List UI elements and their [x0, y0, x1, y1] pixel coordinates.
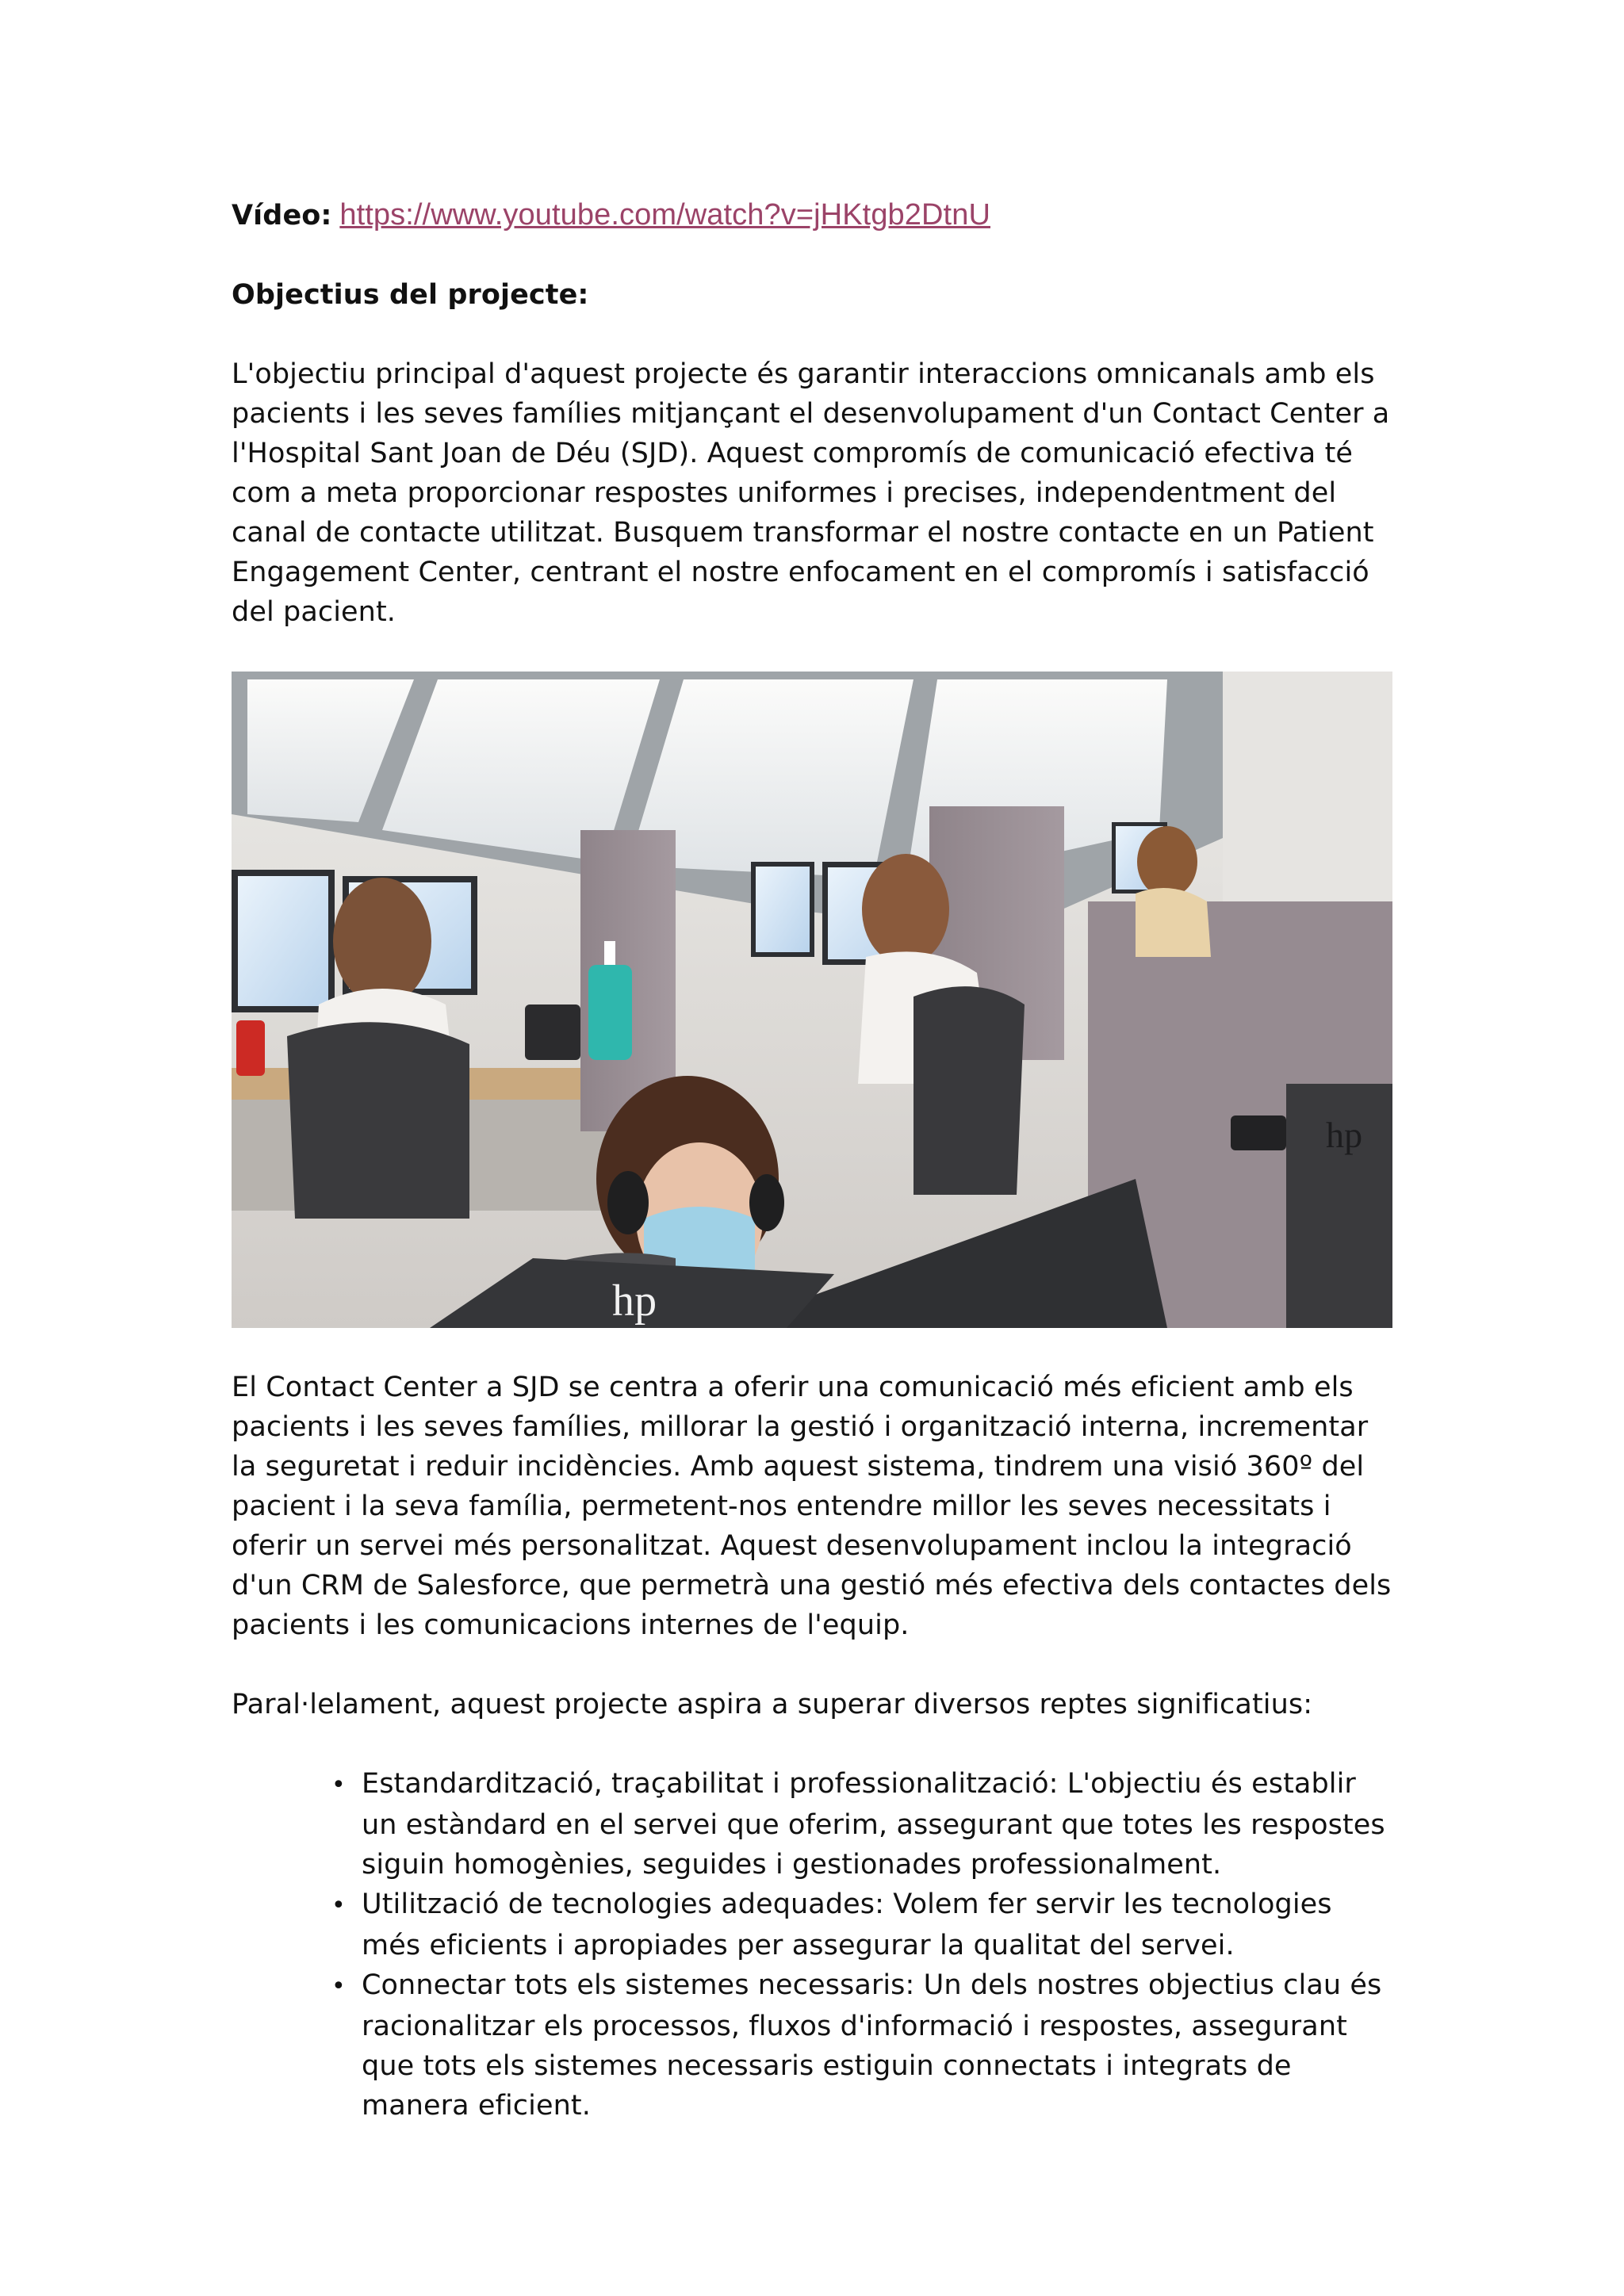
video-line	[232, 195, 1392, 235]
contact-center-photo-illustration	[232, 672, 1392, 1328]
challenges-intro: Paral·lelament, aquest projecte aspira a superar diversos reptes significatius:	[232, 1689, 1313, 1720]
list-item-text: Estandardització, traçabilitat i professionalització: L'objectiu és establir un estàndard en el servei que oferim, assegurant que totes les respostes siguin homogènies, seguides i gestionades professionalment.	[362, 1768, 1385, 1881]
details-paragraph: El Contact Center a SJD se centra a oferir una comunicació més eficient amb els pacients i les seves famílies, millorar la gestió i organització interna, incrementar la seguretat i reduir incidències. Amb aquest sistema, tindrem una visió 360º del pacient i la seva família, permetent-nos entendre millor les seves necessitats i oferir un servei més personalitzat. Aquest desenvolupament inclou la integració d'un CRM de Salesforce, que permetrà una gestió més efectiva dels contactes dels pacients i les comunicacions internes de l'equip.	[232, 1372, 1392, 1641]
video-label: Vídeo:	[232, 200, 332, 232]
bullet-icon: •	[331, 1771, 346, 1799]
challenges-list	[232, 1764, 1392, 2126]
document-content	[232, 195, 1392, 2126]
bullet-icon: •	[331, 1973, 346, 2000]
bullet-icon: •	[331, 1892, 346, 1919]
monitor-brand-front: hp	[612, 1276, 657, 1326]
list-item	[232, 1885, 1392, 1965]
list-item	[232, 1764, 1392, 1885]
list-item-text: Utilització de tecnologies adequades: Volem fer servir les tecnologies més eficients i apropiades per assegurar la qualitat del servei.	[362, 1888, 1332, 1961]
list-item-text: Connectar tots els sistemes necessaris: Un dels nostres objectius clau és racionalitzar els processos, fluxos d'informació i respostes, assegurant que tots els sistemes necessaris estiguin connectats i integrats de manera eficient.	[362, 1969, 1382, 2122]
monitor-brand-right: hp	[1326, 1115, 1363, 1155]
list-item	[232, 1965, 1392, 2126]
contact-center-photo	[232, 672, 1392, 1328]
section-title: Objectius del projecte:	[232, 279, 589, 311]
video-link[interactable]: https://www.youtube.com/watch?v=jHKtgb2DtnU	[339, 198, 990, 232]
intro-paragraph: L'objectiu principal d'aquest projecte és garantir interaccions omnicanals amb els pacients i les seves famílies mitjançant el desenvolupament d'un Contact Center a l'Hospital Sant Joan de Déu (SJD). Aquest compromís de comunicació efectiva té com a meta proporcionar respostes uniformes i precises, independentment del canal de contacte utilitzat. Busquem transformar el nostre contacte en un Patient Engagement Center, centrant el nostre enfocament en el compromís i satisfacció del pacient.	[232, 358, 1390, 628]
